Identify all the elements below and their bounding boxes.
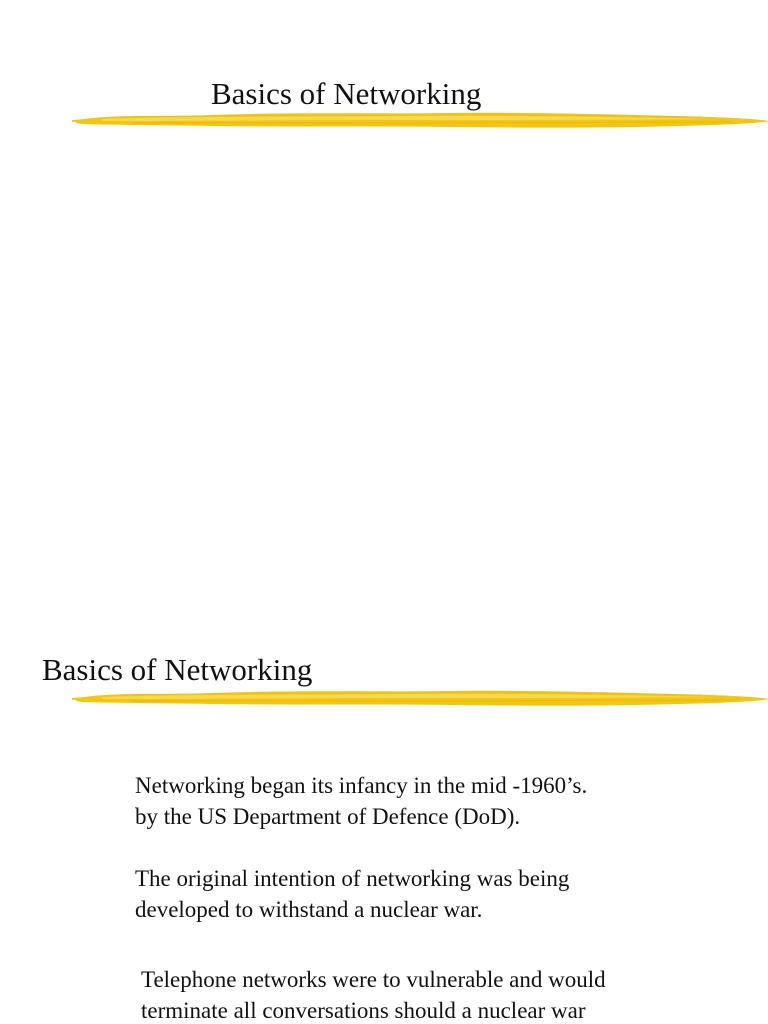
paragraph-line: developed to withstand a nuclear war. [135,897,483,922]
paragraph-line: Networking began its infancy in the mid -1960’s. [135,773,588,798]
body-paragraph [135,863,569,925]
slide-title: Basics of Networking [42,652,313,687]
slide-title: Basics of Networking [211,76,482,111]
brush-stroke-divider [72,108,768,132]
body-paragraph [135,770,587,832]
paragraph-line: terminate all conversations should a nuclear war [141,998,586,1023]
brush-stroke-divider [72,686,768,710]
slide-2 [0,620,768,1024]
paragraph-line: Telephone networks were to vulnerable and would [141,967,606,992]
paragraph-line: The original intention of networking was being [135,866,570,891]
body-paragraph [141,964,606,1024]
paragraph-line: by the US Department of Defence (DoD). [135,804,521,829]
